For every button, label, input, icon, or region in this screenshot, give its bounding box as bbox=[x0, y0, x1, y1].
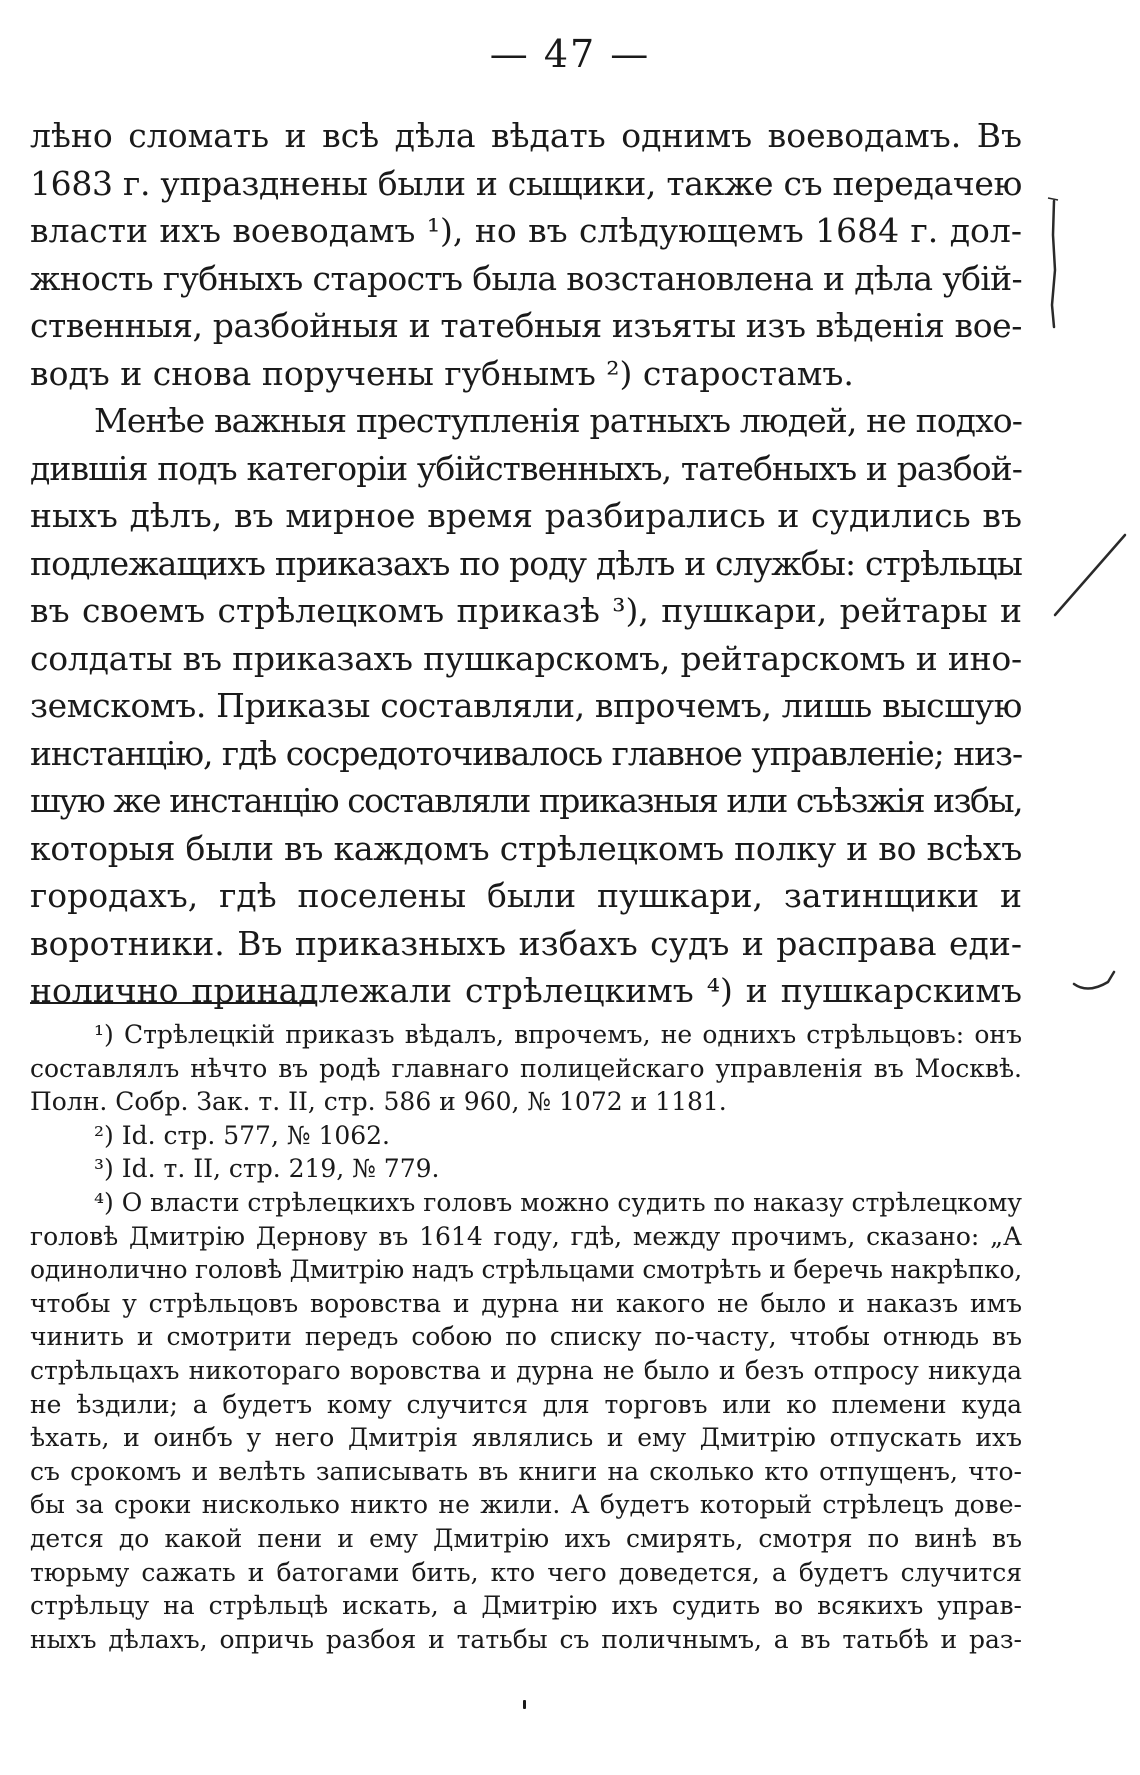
footnote-line: Полн. Собр. Зак. т. II, стр. 586 и 960, № 1072 и 1181. bbox=[30, 1087, 727, 1117]
footnote-line: съ срокомъ и велѣть записывать въ книги на сколько кто отпущенъ, что- bbox=[30, 1456, 1022, 1486]
page-number: — 47 — bbox=[489, 32, 651, 76]
text-line: нолично принадлежали стрѣлецкимъ ⁴) и пушкарскимъ bbox=[30, 971, 1022, 1010]
footnote-line: ²) Id. стр. 577, № 1062. bbox=[94, 1120, 391, 1150]
footnote-line: ³) Id. т. II, стр. 219, № 779. bbox=[94, 1154, 440, 1184]
text-line: 1683 г. упразднены были и сыщики, также съ передачею bbox=[30, 163, 1022, 203]
footnote-line: одинолично головѣ Дмитрію надъ стрѣльцами смотрѣть и беречь накрѣпко, bbox=[30, 1255, 1022, 1285]
text-line: ственныя, разбойныя и татебныя изъяты изъ вѣденія вое- bbox=[30, 306, 1022, 345]
text-line: инстанцію, гдѣ сосредоточивалось главное управленіе; низ- bbox=[30, 733, 1022, 773]
footnote-line: бы за сроки нисколько никто не жили. А будетъ который стрѣлецъ дове- bbox=[30, 1490, 1022, 1520]
footnote-line: тюрьму сажать и батогами бить, кто чего доведется, а будетъ случится bbox=[30, 1557, 1022, 1587]
text-line: городахъ, гдѣ поселены были пушкари, затинщики и bbox=[30, 876, 1022, 915]
footnote-line: чтобы у стрѣльцовъ воровства и дурна ни какого не было и наказъ имъ bbox=[30, 1288, 1022, 1318]
text-line: ныхъ дѣлъ, въ мирное время разбирались и судились въ bbox=[30, 496, 1022, 535]
text-line: подлежащихъ приказахъ по роду дѣлъ и службы: стрѣльцы bbox=[30, 543, 1022, 583]
text-line: власти ихъ воеводамъ ¹), но въ слѣдующемъ 1684 г. дол- bbox=[30, 211, 1022, 250]
footnote-line: ныхъ дѣлахъ, опричь разбоя и татьбы съ поличнымъ, а въ татьбѣ и раз- bbox=[30, 1624, 1022, 1654]
text-line: Менѣе важныя преступленія ратныхъ людей, не подхо- bbox=[94, 401, 1022, 440]
footnote-line: стрѣльцу на стрѣльцѣ искать, а Дмитрію ихъ судить во всякихъ управ- bbox=[30, 1591, 1022, 1621]
stray-ink-dot bbox=[523, 1700, 526, 1709]
text-line: въ своемъ стрѣлецкомъ приказѣ ³), пушкари, рейтары и bbox=[30, 591, 1022, 630]
text-line: лѣно сломать и всѣ дѣла вѣдать однимъ воеводамъ. Въ bbox=[30, 116, 1022, 155]
footnote-line: составлялъ нѣчто въ родѣ главнаго полицейскаго управленія въ Москвѣ. bbox=[30, 1053, 1022, 1083]
text-line: водъ и снова поручены губнымъ ²) старостамъ. bbox=[30, 353, 854, 393]
footnote-line: ⁴) О власти стрѣлецкихъ головъ можно судить по наказу стрѣлецкому bbox=[94, 1187, 1022, 1217]
text-line: шую же инстанцію составляли приказныя или съѣзжія избы, bbox=[30, 781, 1022, 820]
footnote-line: не ѣздили; а будетъ кому случится для торговъ или ко племени куда bbox=[30, 1389, 1022, 1419]
text-line: которыя были въ каждомъ стрѣлецкомъ полку и во всѣхъ bbox=[30, 828, 1022, 868]
text-line: жность губныхъ старостъ была возстановлена и дѣла убій- bbox=[30, 258, 1022, 298]
text-line: дившія подъ категоріи убійственныхъ, татебныхъ и разбой- bbox=[30, 448, 1022, 488]
footnotes bbox=[30, 1018, 1022, 1656]
margin-vertical-pencil-mark bbox=[1040, 195, 1070, 335]
footnote-line: чинить и смотрити передъ собою по списку по-часту, чтобы отнюдь въ bbox=[30, 1322, 1022, 1352]
footnote-line: головѣ Дмитрію Дернову въ 1614 году, гдѣ, между прочимъ, сказано: „А bbox=[30, 1221, 1022, 1251]
footnote-line: ѣхать, и оинбъ у него Дмитрія являлись и ему Дмитрію отпускать ихъ bbox=[30, 1423, 1022, 1453]
text-line: воротники. Въ приказныхъ избахъ судъ и расправа еди- bbox=[30, 923, 1022, 963]
footnote-line: дется до какой пени и ему Дмитрію ихъ смирять, смотря по винѣ въ bbox=[30, 1523, 1022, 1553]
footnote-line: ¹) Стрѣлецкій приказъ вѣдалъ, впрочемъ, не однихъ стрѣльцовъ: онъ bbox=[94, 1020, 1022, 1049]
text-line: земскомъ. Приказы составляли, впрочемъ, лишь высшую bbox=[30, 686, 1022, 725]
main-text bbox=[30, 112, 1022, 1015]
footnote-separator bbox=[30, 1002, 315, 1004]
margin-slash-pencil-mark bbox=[1050, 530, 1130, 620]
margin-tick-pencil-mark bbox=[1070, 960, 1120, 1000]
text-line: солдаты въ приказахъ пушкарскомъ, рейтарскомъ и ино- bbox=[30, 638, 1022, 678]
footnote-line: стрѣльцахъ никотораго воровства и дурна не было и безъ отпросу никуда bbox=[30, 1355, 1022, 1385]
